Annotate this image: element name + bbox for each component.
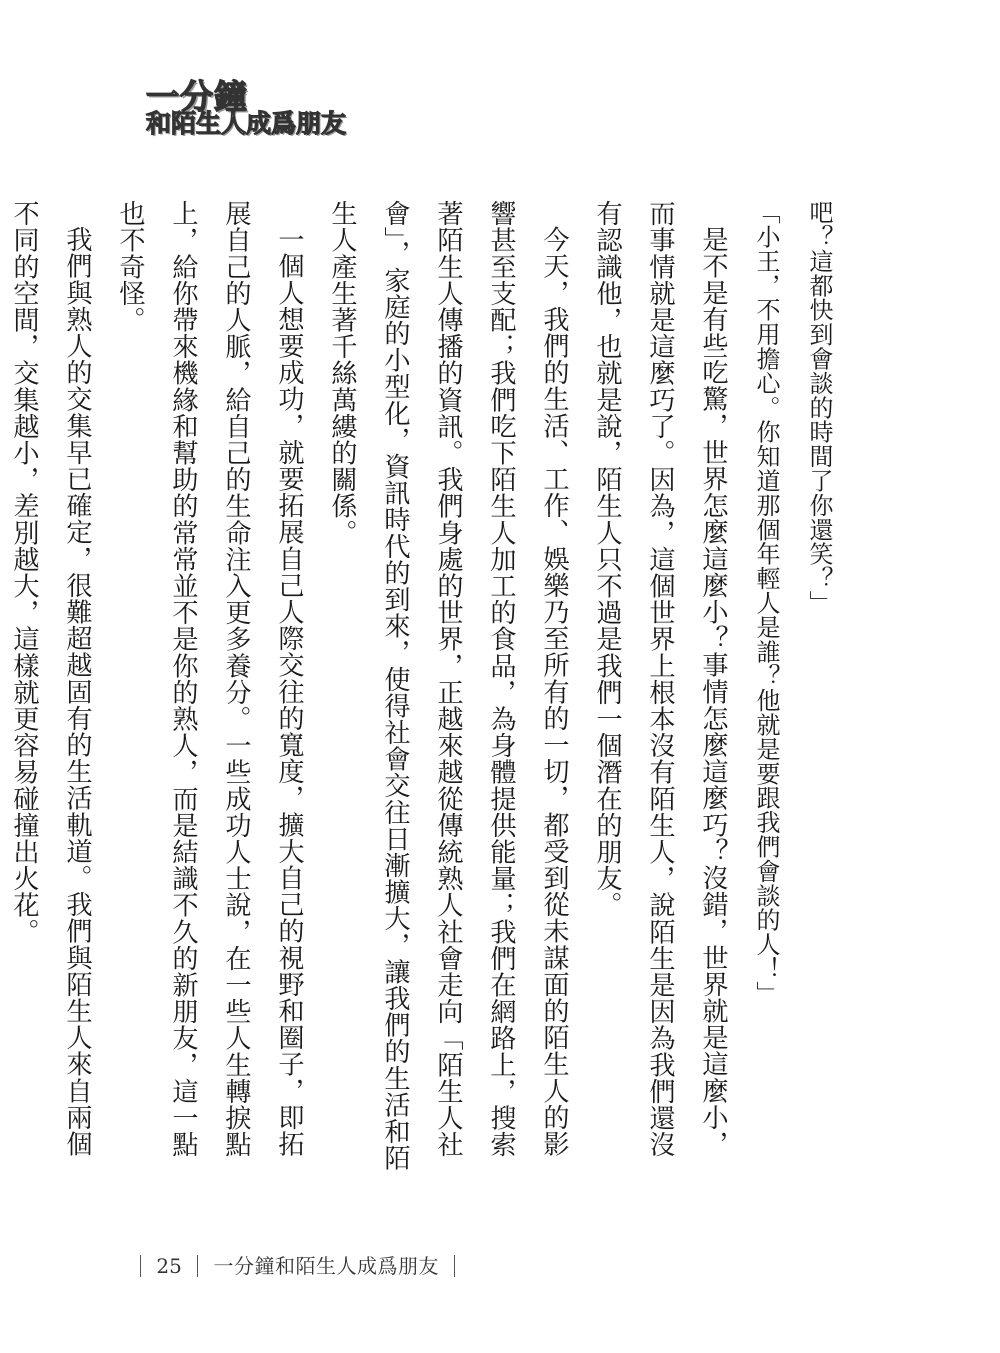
footer-divider-left [140,1255,141,1277]
book-title-line-1: 一分鐘 [146,77,248,116]
page-footer [140,1251,455,1277]
page-number: 25 [156,1253,182,1278]
book-title-header [146,77,386,140]
paragraph-3: 是不是有些吃驚，世界怎麼這麼小？事情怎麼這麼巧？沒錯，世界就是這麼小，而事情就是這麼巧了。因為，這個世界上根本沒有陌生人，說陌生是因為我們還沒有認識他，也就是說，陌生人只不過是我們一個潛在的朋友。 [592,200,728,1158]
paragraph-dialog-2: 「小王，不用擔心。你知道那個年輕人是誰？他就是要跟我們會談的人！」 [752,200,780,1006]
paragraph-4: 今天，我們的生活、工作、娛樂乃至所有的一切，都受到從未謀面的陌生人的影響甚至支配；我們吃下陌生人加工的食品，為身體提供能量；我們在網路上，搜索著陌生人傳播的資訊。我們身處的世界，正越來越從傳統熟人社會走向「陌生人社會」，家庭的小型化，資訊時代的到來，使得社會交往日漸擴大，讓我們的生活和陌生人產生著千絲萬縷的關係。 [327,200,569,1172]
book-title-line-2: 和陌生人成爲朋友 [146,109,347,138]
paragraph-dialog-1: 吧？這都快到會談的時間了你還笑？」 [805,200,833,615]
running-title: 一分鐘和陌生人成爲朋友 [213,1253,440,1278]
footer-divider-right [454,1255,455,1277]
paragraph-5: 一個人想要成功，就要拓展自己人際交往的寬度，擴大自己的視野和圈子，即拓展自己的人脈，給自己的生命注入更多養分。一些成功人士說，在一些人生轉捩點上，給你帶來機緣和幫助的常常並不是你的熟人，而是結識不久的新朋友，這一點也不奇怪。 [115,200,304,1158]
footer-divider-middle [197,1255,198,1277]
paragraph-6: 我們與熟人的交集早已確定，很難超越固有的生活軌道。我們與陌生人來自兩個不同的空間，交集越小，差別越大，這樣就更容易碰撞出火花。 [9,200,92,1158]
vertical-body-text [9,200,845,1180]
